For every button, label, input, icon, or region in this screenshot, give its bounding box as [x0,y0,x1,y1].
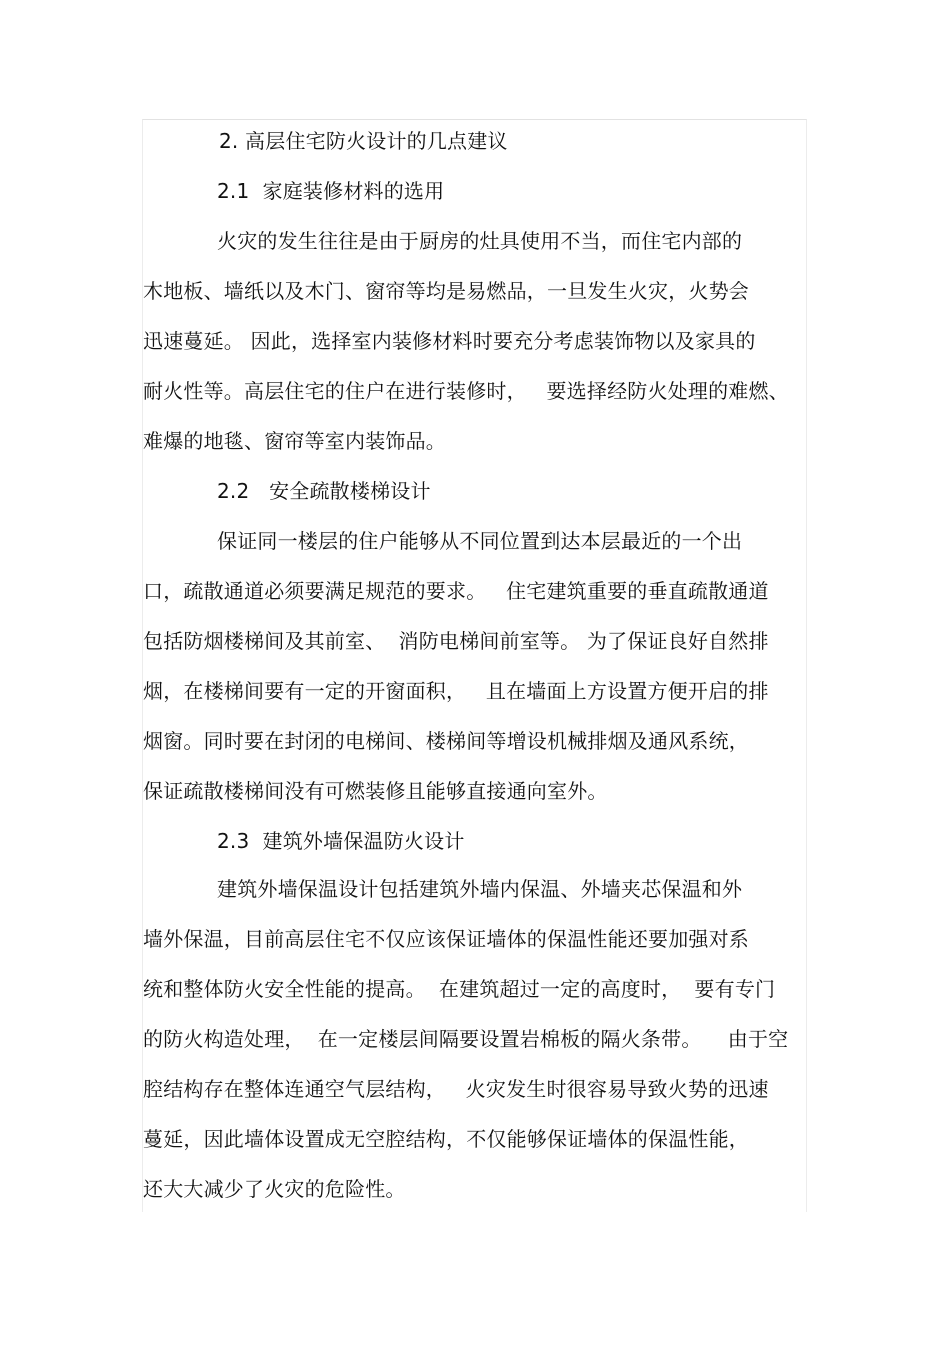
paragraph-line: 的防火构造处理， 在一定楼层间隔要设置岩棉板的隔火条带。 由于空 [143,1027,789,1051]
paragraph-line: 耐火性等。高层住宅的住户在进行装修时， 要选择经防火处理的难燃、 [143,379,789,403]
paragraph-line: 统和整体防火安全性能的提高。 在建筑超过一定的高度时， 要有专门 [143,977,776,1001]
paragraph-line: 墙外保温，目前高层住宅不仅应该保证墙体的保温性能还要加强对系 [143,927,749,951]
paragraph-line: 保证疏散楼梯间没有可燃装修且能够直接通向室外。 [143,779,608,803]
section-title: 2.3 建筑外墙保温防火设计 [217,829,465,853]
paragraph-line: 火灾的发生往往是由于厨房的灶具使用不当，而住宅内部的 [217,229,743,253]
paragraph-line: 蔓延，因此墙体设置成无空腔结构，不仅能够保证墙体的保温性能， [143,1127,749,1151]
paragraph-line: 腔结构存在整体连通空气层结构， 火灾发生时很容易导致火势的迅速 [143,1077,769,1101]
paragraph-line: 木地板、墙纸以及木门、窗帘等均是易燃品，一旦发生火灾，火势会 [143,279,749,303]
paragraph-line: 口，疏散通道必须要满足规范的要求。 住宅建筑重要的垂直疏散通道 [143,579,769,603]
paragraph-line: 建筑外墙保温设计包括建筑外墙内保温、外墙夹芯保温和外 [217,877,743,901]
paragraph-line: 烟窗。同时要在封闭的电梯间、楼梯间等增设机械排烟及通风系统， [143,729,749,753]
paragraph-line: 烟，在楼梯间要有一定的开窗面积， 且在墙面上方设置方便开启的排 [143,679,769,703]
document-heading: 2. 高层住宅防火设计的几点建议 [219,129,508,153]
section-title: 2.1 家庭装修材料的选用 [217,179,445,203]
paragraph-line: 保证同一楼层的住户能够从不同位置到达本层最近的一个出 [217,529,743,553]
paragraph-line: 迅速蔓延。 因此，选择室内装修材料时要充分考虑装饰物以及家具的 [143,329,756,353]
paragraph-line: 包括防烟楼梯间及其前室、 消防电梯间前室等。 为了保证良好自然排 [143,629,769,653]
paragraph-line: 难爆的地毯、窗帘等室内装饰品。 [143,429,446,453]
paragraph-line: 还大大减少了火灾的危险性。 [143,1177,406,1201]
section-title: 2.2 安全疏散楼梯设计 [217,479,431,503]
